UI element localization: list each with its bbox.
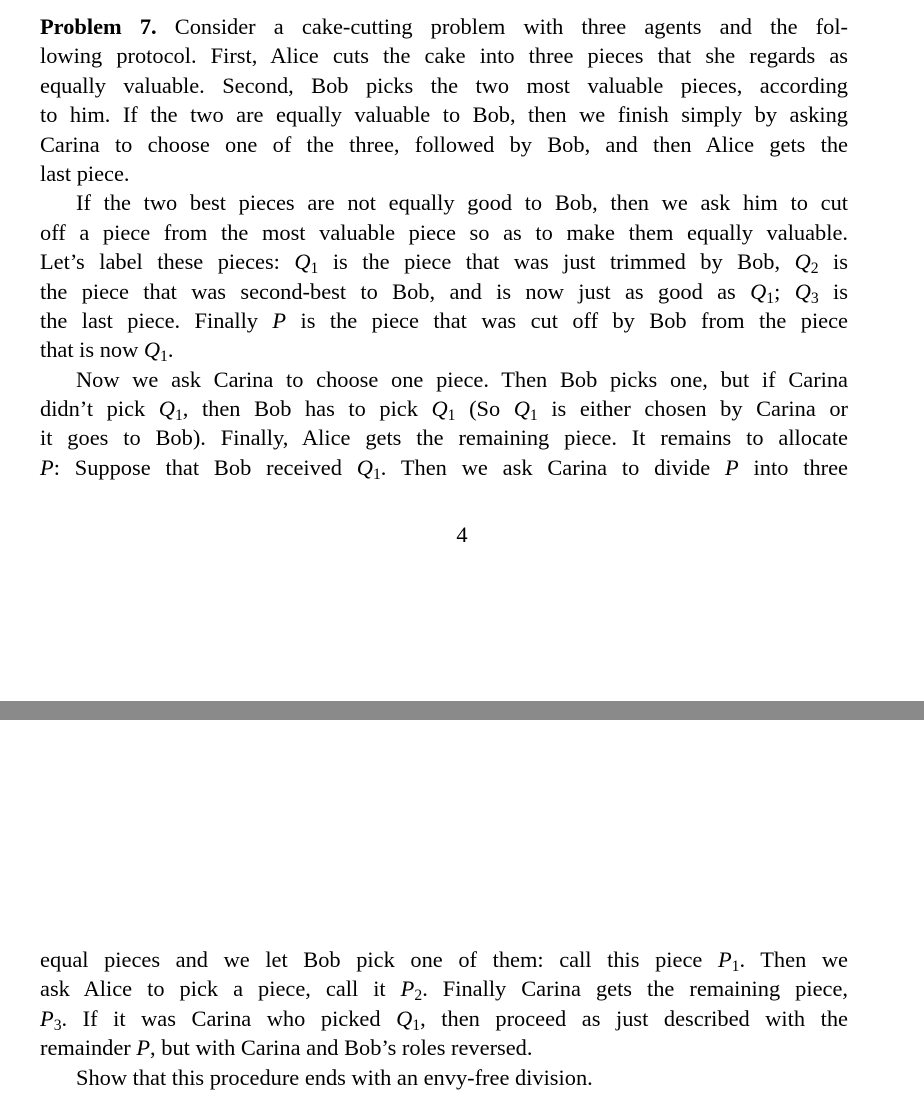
math-q1: $Q_1$ xyxy=(396,1005,421,1034)
text-line: equally valuable. Second, Bob picks the two most valuable pieces, according xyxy=(40,72,848,98)
math-q2: $Q_2$ xyxy=(794,249,819,278)
text-line: the last piece. Finally P is the piece that was cut off by Bob from the piece xyxy=(40,307,848,333)
text-line: equal pieces and we let Bob pick one of them: call this piece $P_1$. Then we xyxy=(40,947,848,975)
math-p2: $P_2$ xyxy=(400,976,423,1005)
text-line: it goes to Bob). Finally, Alice gets the remaining piece. It remains to allocate xyxy=(40,425,848,451)
page-number: 4 xyxy=(456,522,468,547)
text-line: that is now $Q_1$. xyxy=(40,337,174,366)
text-line: Show that this procedure ends with an envy-free division. xyxy=(76,1064,593,1090)
problem-text-bottom xyxy=(40,945,848,1092)
text-line: P: Suppose that Bob received $Q_1$. Then we ask Carina to divide P into three xyxy=(40,454,848,483)
math-q1: $Q_1$ xyxy=(513,396,538,424)
math-q1: $Q_1$ xyxy=(750,278,775,307)
text-line: to him. If the two are equally valuable to Bob, then we finish simply by asking xyxy=(40,102,848,128)
math-p: P xyxy=(136,1035,151,1061)
math-q1: $Q_1$ xyxy=(158,396,183,424)
math-p: P xyxy=(725,454,739,480)
text-line: lowing protocol. First, Alice cuts the cake into three pieces that she regards as xyxy=(40,43,848,69)
math-q1: $Q_1$ xyxy=(431,396,456,424)
text-line: didn’t pick $Q_1$, then Bob has to pick $Q_1$ (So $Q_1$ is either chosen by Carina or xyxy=(40,396,848,424)
math-p: P xyxy=(40,454,54,480)
text-line: Problem 7. Consider a cake-cutting problem with three agents and the fol- xyxy=(40,14,848,39)
page-divider xyxy=(0,701,924,720)
text-line: $P_3$. If it was Carina who picked $Q_1$, then proceed as just described with the xyxy=(40,1005,848,1034)
text-line: Let’s label these pieces: $Q_1$ is the piece that was just trimmed by Bob, $Q_2$ is xyxy=(40,249,848,278)
text-line: ask Alice to pick a piece, call it $P_2$. Finally Carina gets the remaining piece, xyxy=(40,976,848,1005)
math-p: P xyxy=(272,307,287,333)
math-p1: $P_1$ xyxy=(717,947,740,975)
text-line: off a piece from the most valuable piece so as to make them equally valuable. xyxy=(40,219,848,245)
text-line: If the two best pieces are not equally good to Bob, then we ask him to cut xyxy=(76,190,848,216)
math-q1: $Q_1$ xyxy=(356,454,381,483)
problem-text-top xyxy=(40,12,848,482)
text-line: Now we ask Carina to choose one piece. Then Bob picks one, but if Carina xyxy=(76,366,848,392)
math-q1: $Q_1$ xyxy=(294,249,319,278)
text-line: Carina to choose one of the three, followed by Bob, and then Alice gets the xyxy=(40,131,848,157)
math-p3: $P_3$ xyxy=(40,1005,62,1034)
text-line: last piece. xyxy=(40,160,130,186)
math-q3: $Q_3$ xyxy=(794,278,819,307)
text-line: the piece that was second-best to Bob, and is now just as good as $Q_1$; $Q_3$ is xyxy=(40,278,848,307)
page-lower xyxy=(0,720,924,1116)
math-q1: $Q_1$ xyxy=(143,337,168,366)
text-line: remainder P, but with Carina and Bob’s roles reversed. xyxy=(40,1035,533,1061)
problem-heading: Problem 7. xyxy=(40,14,157,39)
